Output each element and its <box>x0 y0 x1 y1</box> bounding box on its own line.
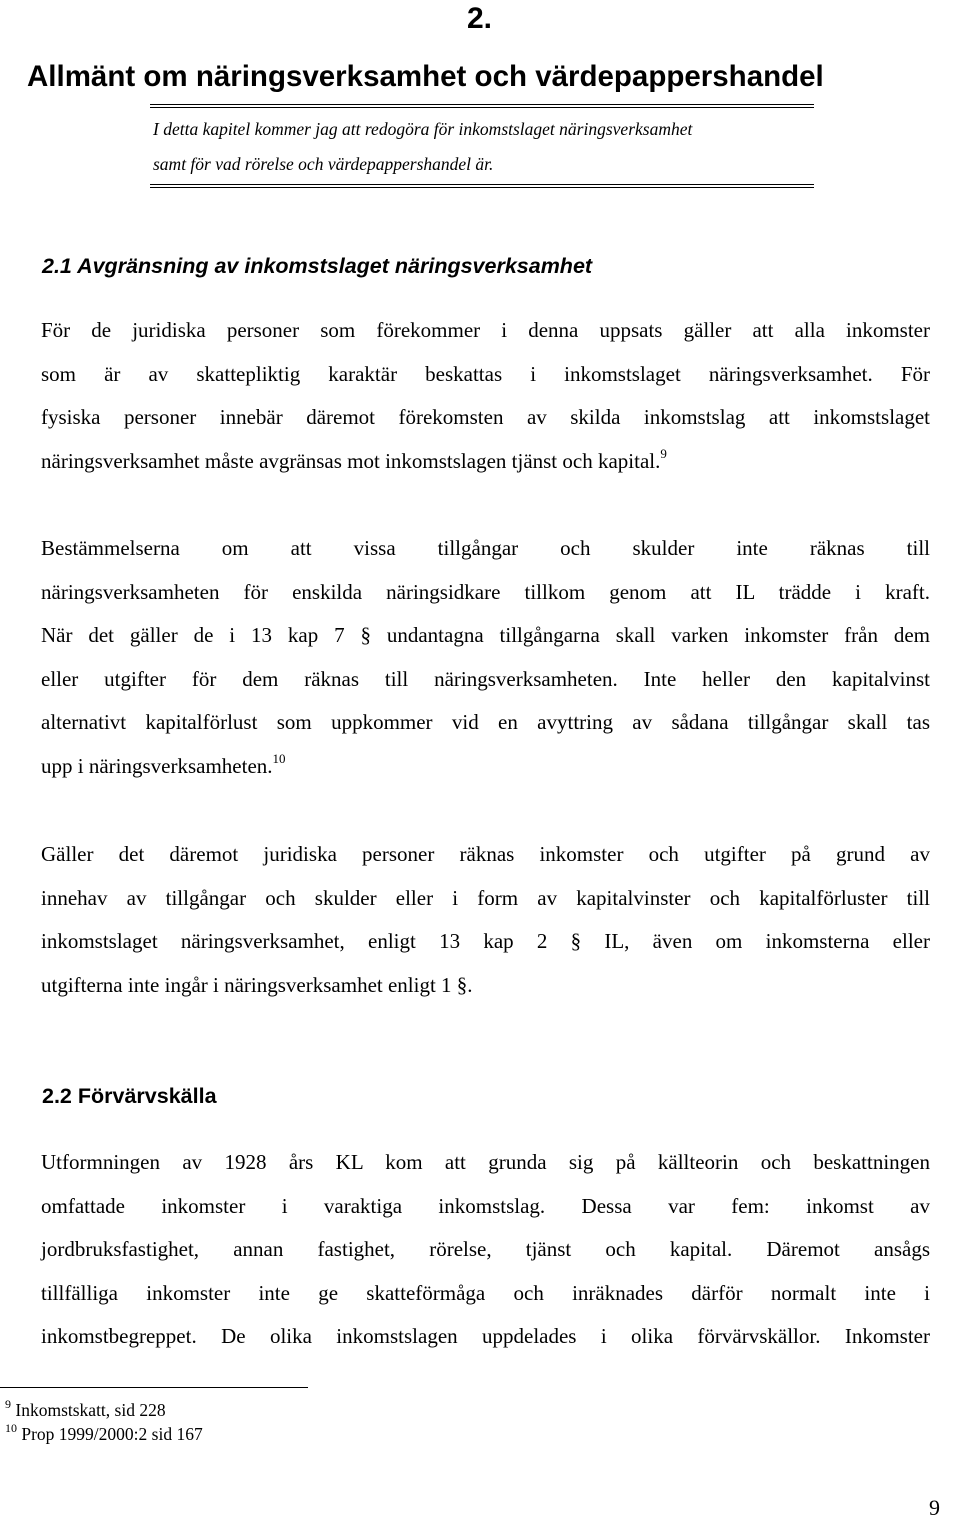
text-line: omfattade inkomster i varaktiga inkomstslag. Dessa var fem: inkomst av <box>41 1193 930 1218</box>
text-line: inkomstbegreppet. De olika inkomstslagen uppdelades i olika förvärvskällor. Inkomster <box>41 1324 930 1349</box>
chapter-intro-top-rule <box>150 104 814 108</box>
section-heading-2-2 <box>42 1084 217 1109</box>
text-line <box>41 745 930 789</box>
section-heading-2-1 <box>42 254 592 279</box>
chapter-title: Allmänt om näringsverksamhet och värdepappershandel <box>27 60 824 93</box>
text-line: näringsverksamheten för enskilda näringsidkare tillkom genom att IL trädde i kraft. <box>41 579 930 604</box>
footnote-9 <box>5 1397 166 1421</box>
text-line: Utformningen av 1928 års KL kom att grunda sig på källteorin och beskattningen <box>41 1150 930 1174</box>
footnote-reference: 10 <box>272 750 286 766</box>
footnote-number: 10 <box>5 1421 17 1436</box>
text-line: tillfälliga inkomster inte ge skatteförmåga och inräknades därför normalt inte i <box>41 1280 930 1305</box>
text-line: Bestämmelserna om att vissa tillgångar och skulder inte räknas till <box>41 536 930 560</box>
text-line <box>41 440 930 484</box>
section-title: Förvärvskälla <box>77 1084 217 1108</box>
text-line: jordbruksfastighet, annan fastighet, rörelse, tjänst och kapital. Däremot ansågs <box>41 1237 930 1262</box>
footnote-reference: 9 <box>660 445 667 461</box>
page-number: 9 <box>929 1495 940 1520</box>
chapter-number: 2. <box>466 2 492 35</box>
text-line: För de juridiska personer som förekommer i denna uppsats gäller att alla inkomster <box>41 318 930 342</box>
text-line: innehav av tillgångar och skulder eller i form av kapitalvinster och kapitalförluster till <box>41 885 930 910</box>
footnote-number: 9 <box>5 1397 11 1412</box>
chapter-intro: I detta kapitel kommer jag att redogöra för inkomstslaget näringsverksamhet samt för vad rörelse och värdepappershandel är. <box>153 119 693 174</box>
section-title: Avgränsning av inkomstslaget näringsverksamhet <box>77 254 593 278</box>
footnote-10 <box>5 1421 203 1445</box>
paragraph-2-1-3 <box>41 833 930 1007</box>
section-number: 2.2 <box>42 1084 72 1108</box>
section-number: 2.1 <box>42 254 72 278</box>
text-line-content: upp i näringsverksamheten. <box>41 753 273 778</box>
footnote-text: Inkomstskatt, sid 228 <box>11 1400 166 1420</box>
text-line: Gäller det däremot juridiska personer räknas inkomster och utgifter på grund av <box>41 842 930 866</box>
paragraph-2-2-1 <box>41 1141 930 1359</box>
text-line: som är av skattepliktig karaktär beskattas i inkomstslaget näringsverksamhet. För <box>41 361 930 386</box>
text-line: utgifterna inte ingår i näringsverksamhet enligt 1 §. <box>41 972 473 997</box>
text-line: inkomstslaget näringsverksamhet, enligt 13 kap 2 § IL, även om inkomsterna eller <box>41 929 930 954</box>
paragraph-2-1-2 <box>41 527 930 789</box>
chapter-intro-bottom-rule <box>150 184 814 188</box>
text-line: alternativt kapitalförlust som uppkommer vid en avyttring av sådana tillgångar skall tas <box>41 710 930 735</box>
text-line: När det gäller de i 13 kap 7 § undantagna tillgångarna skall varken inkomster från dem <box>41 623 930 648</box>
footnote-separator <box>0 1387 308 1388</box>
footnote-text: Prop 1999/2000:2 sid 167 <box>17 1424 203 1444</box>
text-line: fysiska personer innebär däremot förekomsten av skilda inkomstslag att inkomstslaget <box>41 405 930 430</box>
paragraph-2-1-1 <box>41 309 930 483</box>
text-line: eller utgifter för dem räknas till näringsverksamheten. Inte heller den kapitalvinst <box>41 666 930 691</box>
text-line-content: näringsverksamhet måste avgränsas mot inkomstslagen tjänst och kapital. <box>41 448 661 473</box>
